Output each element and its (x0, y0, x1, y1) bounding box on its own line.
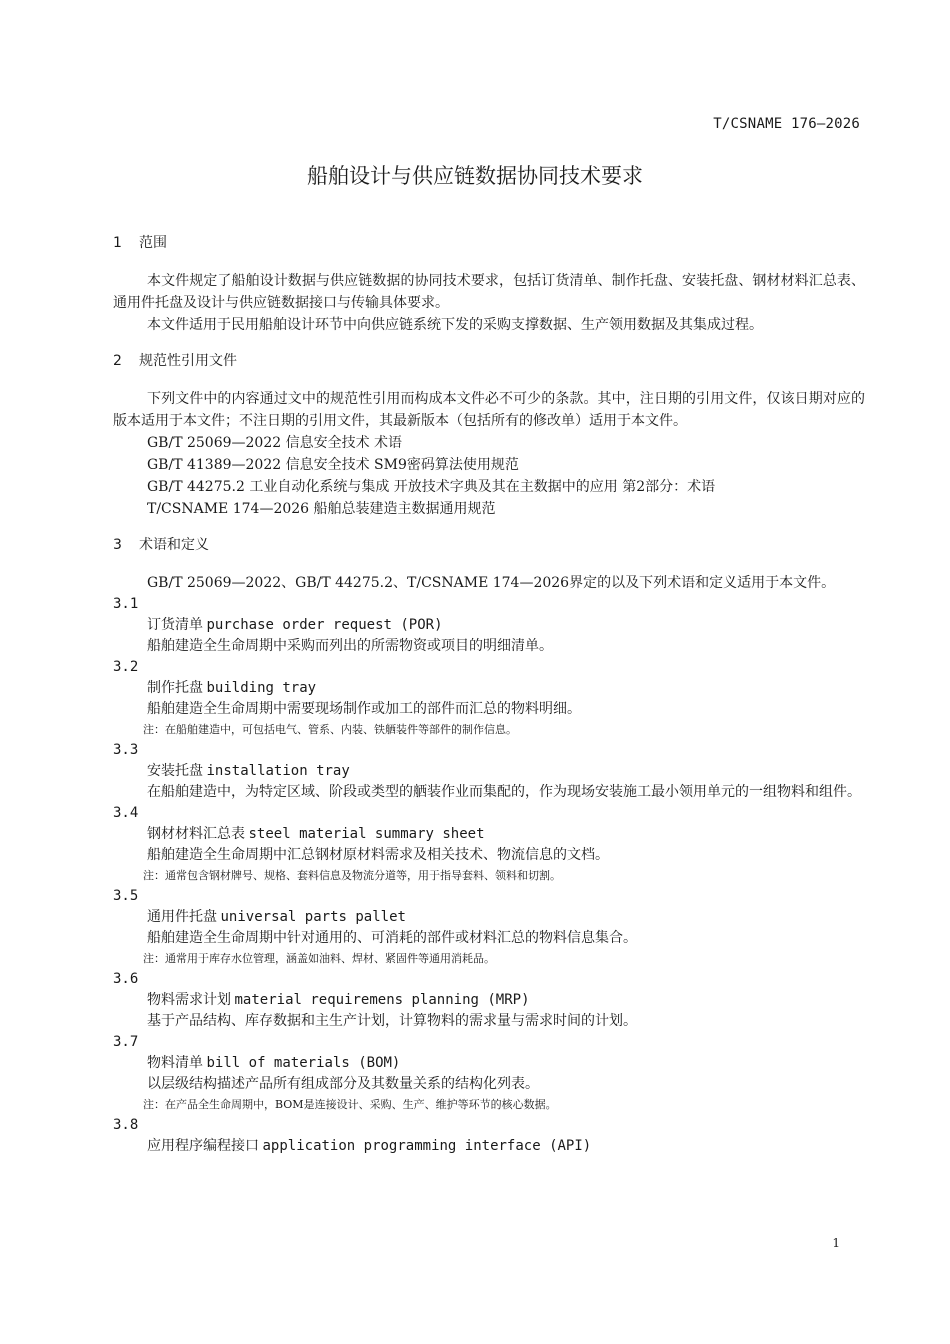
term-name-en: universal parts pallet (220, 909, 406, 925)
term-number: 3.8 (113, 1117, 139, 1133)
term-name-en: steel material summary sheet (248, 826, 485, 842)
section-title: 范围 (139, 235, 167, 251)
note-text: 通常用于库存水位管理，涵盖如油料、焊材、紧固件等通用消耗品。 (165, 952, 495, 965)
section-3-heading (113, 534, 865, 556)
note-text: 在产品全生命周期中，BOM是连接设计、采购、生产、维护等环节的核心数据。 (165, 1098, 557, 1111)
term-name (113, 824, 865, 845)
term-name-en: application programming interface (API) (262, 1138, 592, 1154)
term-name-en: installation tray (206, 763, 350, 779)
term-name-en: building tray (206, 680, 317, 696)
document-body (113, 232, 865, 1157)
note-label: 注： (143, 723, 165, 736)
normative-references-paragraph: 下列文件中的内容通过文中的规范性引用而构成本文件必不可少的条款。其中，注日期的引用文件，仅该日期对应的版本适用于本文件；不注日期的引用文件，其最新版本（包括所有的修改单）适用于本文件。 (113, 391, 865, 429)
term-name-en: purchase order request (POR) (206, 617, 443, 633)
reference-item: GB/T 41389—2022 信息安全技术 SM9密码算法使用规范 (147, 457, 519, 473)
document-number: T/CSNAME 176—2026 (713, 116, 860, 132)
term-note (113, 1095, 865, 1115)
term-number: 3.3 (113, 742, 139, 758)
term-name-zh: 通用件托盘 (147, 909, 217, 925)
term-definition: 船舶建造全生命周期中汇总钢材原材料需求及相关技术、物流信息的文档。 (147, 847, 609, 863)
section-number: 1 (113, 235, 122, 251)
term-name-zh: 应用程序编程接口 (147, 1138, 259, 1154)
reference-item: T/CSNAME 174—2026 船舶总装建造主数据通用规范 (147, 501, 496, 517)
term-name (113, 907, 865, 928)
term-name-zh: 安装托盘 (147, 763, 203, 779)
term-name-en: bill of materials (BOM) (206, 1055, 401, 1071)
term-number: 3.1 (113, 596, 139, 612)
section-number: 3 (113, 537, 122, 553)
terms-intro-paragraph: GB/T 25069—2022、GB/T 44275.2、T/CSNAME 174—2026界定的以及下列术语和定义适用于本文件。 (147, 575, 836, 591)
scope-paragraph-1: 本文件规定了船舶设计数据与供应链数据的协同技术要求，包括订货清单、制作托盘、安装托盘、钢材材料汇总表、通用件托盘及设计与供应链数据接口与传输具体要求。 (113, 273, 865, 311)
term-number: 3.2 (113, 659, 139, 675)
note-text: 在船舶建造中，可包括电气、管系、内装、铁舾装件等部件的制作信息。 (165, 723, 517, 736)
term-note (113, 949, 865, 969)
term-note (113, 866, 865, 886)
note-text: 通常包含钢材牌号、规格、套料信息及物流分道等，用于指导套料、领料和切割。 (165, 869, 561, 882)
term-name (113, 1136, 865, 1157)
term-name (113, 990, 865, 1011)
term-definition: 以层级结构描述产品所有组成部分及其数量关系的结构化列表。 (147, 1076, 539, 1092)
section-2-heading (113, 350, 865, 372)
term-definition: 船舶建造全生命周期中针对通用的、可消耗的部件或材料汇总的物料信息集合。 (147, 930, 637, 946)
term-name-zh: 制作托盘 (147, 680, 203, 696)
scope-paragraph-2: 本文件适用于民用船舶设计环节中向供应链系统下发的采购支撑数据、生产领用数据及其集成过程。 (147, 317, 763, 333)
section-title: 规范性引用文件 (139, 353, 237, 369)
note-label: 注： (143, 869, 165, 882)
term-number: 3.6 (113, 971, 139, 987)
reference-item: GB/T 44275.2 工业自动化系统与集成 开放技术字典及其在主数据中的应用 第2部分：术语 (147, 479, 716, 495)
term-name-zh: 物料清单 (147, 1055, 203, 1071)
term-definition: 在船舶建造中，为特定区域、阶段或类型的舾装作业而集配的，作为现场安装施工最小领用单元的一组物料和组件。 (147, 784, 861, 800)
term-number: 3.4 (113, 805, 139, 821)
term-name-zh: 订货清单 (147, 617, 203, 633)
section-number: 2 (113, 353, 122, 369)
term-name (113, 1053, 865, 1074)
term-number: 3.7 (113, 1034, 139, 1050)
page-number: 1 (832, 1236, 840, 1250)
document-title: 船舶设计与供应链数据协同技术要求 (307, 164, 643, 188)
section-title: 术语和定义 (139, 537, 209, 553)
note-label: 注： (143, 1098, 165, 1111)
note-label: 注： (143, 952, 165, 965)
term-note (113, 720, 865, 740)
term-number: 3.5 (113, 888, 139, 904)
term-name-en: material requiremens planning (MRP) (234, 992, 530, 1008)
term-name-zh: 物料需求计划 (147, 992, 231, 1008)
term-name (113, 678, 865, 699)
reference-item: GB/T 25069—2022 信息安全技术 术语 (147, 435, 403, 451)
term-name-zh: 钢材材料汇总表 (147, 826, 245, 842)
term-definition: 基于产品结构、库存数据和主生产计划，计算物料的需求量与需求时间的计划。 (147, 1013, 637, 1029)
section-1-heading (113, 232, 865, 254)
term-definition: 船舶建造全生命周期中需要现场制作或加工的部件而汇总的物料明细。 (147, 701, 581, 717)
term-name (113, 615, 865, 636)
term-name (113, 761, 865, 782)
term-definition: 船舶建造全生命周期中采购而列出的所需物资或项目的明细清单。 (147, 638, 553, 654)
